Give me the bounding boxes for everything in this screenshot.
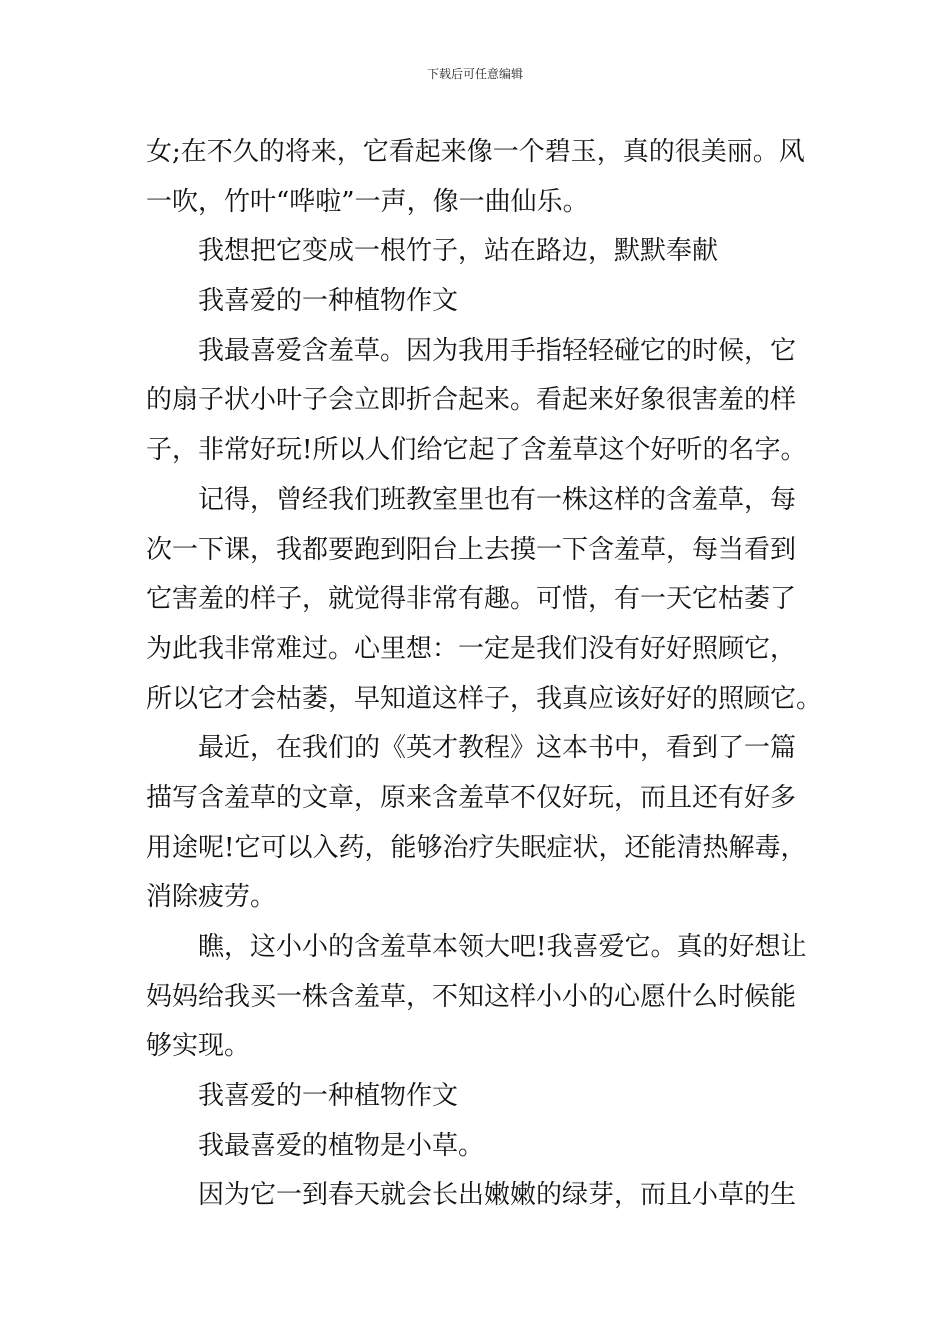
text-line-19: 够实现。 <box>146 1031 251 1062</box>
text-line-10: 它害羞的样子，就觉得非常有趣。可惜，有一天它枯萎了 <box>146 584 797 615</box>
text-line-21: 我最喜爱的植物是小草。 <box>198 1130 485 1161</box>
text-line-13: 最近，在我们的《英才教程》这本书中，看到了一篇 <box>198 733 797 764</box>
text-line-1: 女;在不久的将来，它看起来像一个碧玉，真的很美丽。风 <box>146 137 805 167</box>
text-line-22: 因为它一到春天就会长出嫩嫩的绿芽，而且小草的生 <box>198 1180 797 1211</box>
text-line-14: 描写含羞草的文章，原来含羞草不仅好玩，而且还有好多 <box>146 782 797 813</box>
page-header: 下载后可任意编辑 <box>426 67 523 81</box>
text-line-2: 一吹，竹叶“哗啦”一声，像一曲仙乐。 <box>146 186 589 217</box>
text-line-12: 所以它才会枯萎，早知道这样子，我真应该好好的照顾它。 <box>146 683 823 714</box>
text-line-16: 消除疲劳。 <box>146 882 277 913</box>
text-line-7: 子，非常好玩!所以人们给它起了含羞草这个好听的名字。 <box>146 435 807 466</box>
text-line-5: 我最喜爱含羞草。因为我用手指轻轻碰它的时候，它 <box>198 335 797 366</box>
section-heading-1: 我喜爱的一种植物作文 <box>198 286 459 317</box>
text-line-11: 为此我非常难过。心里想：一定是我们没有好好照顾它， <box>146 633 797 664</box>
text-line-3: 我想把它变成一根竹子，站在路边，默默奉献 <box>198 236 719 267</box>
text-line-15: 用途呢!它可以入药，能够治疗失眠症状，还能清热解毒， <box>146 832 807 863</box>
text-line-17: 瞧，这小小的含羞草本领大吧!我喜爱它。真的好想让 <box>198 932 807 962</box>
text-line-6: 的扇子状小叶子会立即折合起来。看起来好象很害羞的样 <box>146 385 797 416</box>
section-heading-2: 我喜爱的一种植物作文 <box>198 1081 459 1112</box>
text-line-8: 记得，曾经我们班教室里也有一株这样的含羞草，每 <box>198 484 797 515</box>
text-line-18: 妈妈给我买一株含羞草，不知这样小小的心愿什么时候能 <box>146 981 797 1012</box>
text-line-9: 次一下课，我都要跑到阳台上去摸一下含羞草，每当看到 <box>146 534 797 565</box>
document-body <box>146 128 823 1221</box>
